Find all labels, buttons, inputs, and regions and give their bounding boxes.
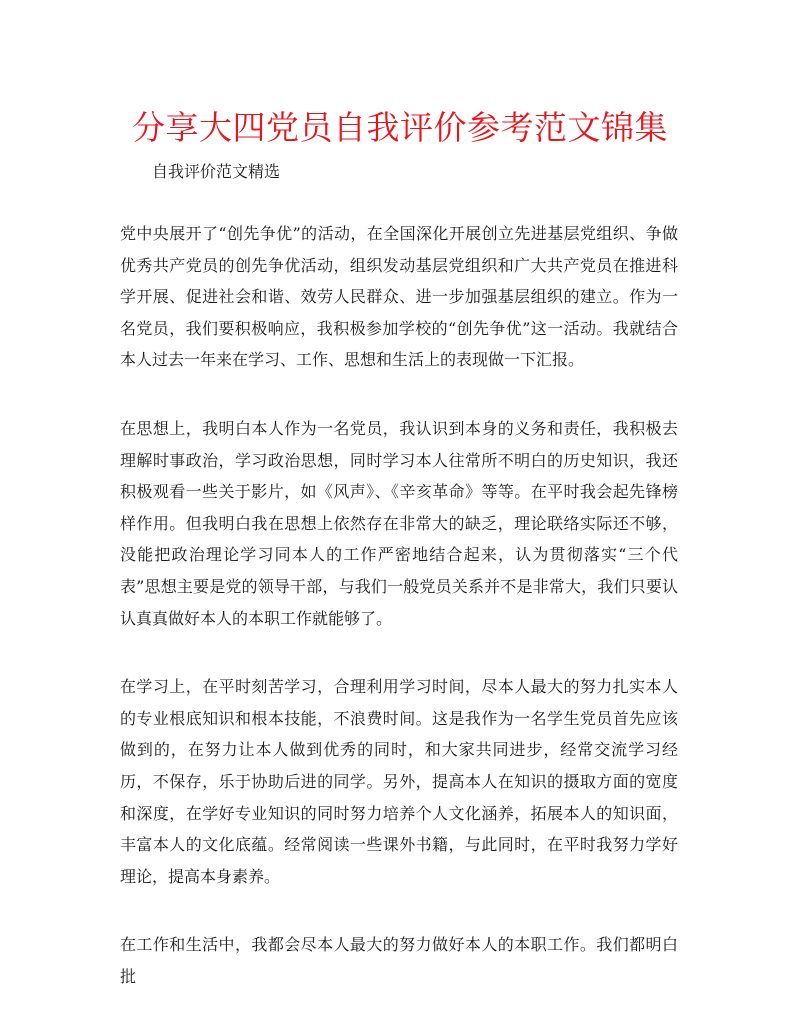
document-subtitle: 自我评价范文精选 (152, 162, 281, 181)
paragraph-work-life: 在工作和生活中，我都会尽本人最大的努力做好本人的本职工作。我们都明白批 (120, 935, 678, 986)
paragraph-intro: 党中央展开了“创先争优”的活动，在全国深化开展创立先进基层党组织、争做优秀共产党员的创先争优活动，组织发动基层党组织和广大共产党员在推进科学开展、促进社会和谐、效劳人民群众、进一步加强基层组织的建立。作为一名党员，我们要积极响应，我积极参加学校的“创先争优”这一活动。我就结合本人过去一年来在学习、工作、思想和生活上的表现做一下汇报。 (120, 224, 678, 370)
document-title: 分享大四党员自我评价参考范文锦集 (132, 108, 668, 147)
paragraph-thought: 在思想上，我明白本人作为一名党员，我认识到本身的义务和责任，我积极去理解时事政治，学习政治思想，同时学习本人往常所不明白的历史知识，我还积极观看一些关于影片，如《风声》、《辛亥革命》等等。在平时我会起先锋榜样作用。但我明白我在思想上依然存在非常大的缺乏，理论联络实际还不够，没能把政治理论学习同本人的工作严密地结合起来，认为贯彻落实“三个代表”思想主要是党的领导干部，与我们一般党员关系并不是非常大，我们只要认认真真做好本人的本职工作就能够了。 (120, 418, 678, 628)
paragraph-study: 在学习上，在平时刻苦学习，合理利用学习时间，尽本人最大的努力扎实本人的专业根底知识和根本技能，不浪费时间。这是我作为一名学生党员首先应该做到的，在努力让本人做到优秀的同时，和大家共同进步，经常交流学习经历，不保存，乐于协助后进的同学。另外，提高本人在知识的摄取方面的宽度和深度，在学好专业知识的同时努力培养个人文化涵养，拓展本人的知识面，丰富本人的文化底蕴。经常阅读一些课外书籍，与此同时，在平时我努力学好理论，提高本身素养。 (120, 677, 678, 886)
document-body (120, 218, 678, 1029)
